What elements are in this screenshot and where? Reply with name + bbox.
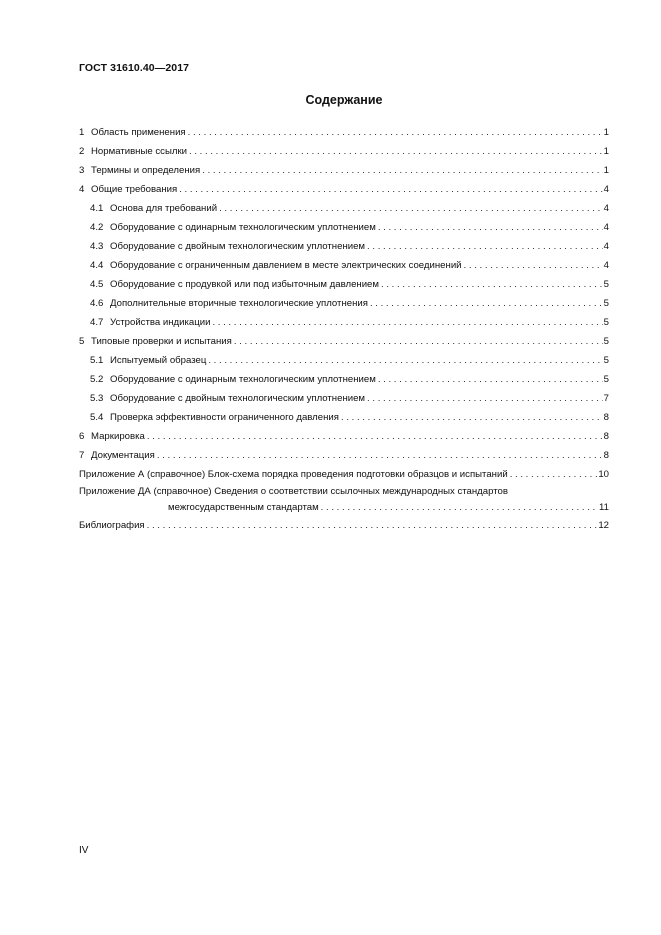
toc-entry-page: 4 bbox=[603, 184, 609, 195]
toc-entry-page: 7 bbox=[603, 393, 609, 404]
toc-entry-page: 5 bbox=[603, 355, 609, 366]
toc-entry-label bbox=[79, 142, 189, 161]
toc-leader-dots bbox=[188, 123, 603, 142]
toc-entry-number: 5.1 bbox=[90, 355, 104, 366]
toc-leader-dots bbox=[378, 370, 603, 389]
toc-entry-label bbox=[79, 446, 157, 465]
toc-entry-page: 4 bbox=[603, 203, 609, 214]
toc-leader-dots bbox=[370, 294, 603, 313]
toc-subentry[interactable] bbox=[79, 389, 609, 408]
toc-entry-label bbox=[79, 180, 179, 199]
toc-leader-dots bbox=[378, 218, 603, 237]
toc-subentry[interactable] bbox=[79, 275, 609, 294]
toc-subentry[interactable] bbox=[79, 313, 609, 332]
toc-entry-text: Типовые проверки и испытания bbox=[91, 336, 232, 347]
toc-subentry[interactable] bbox=[79, 294, 609, 313]
toc-entry-page: 5 bbox=[603, 317, 609, 328]
document-code: ГОСТ 31610.40—2017 bbox=[79, 62, 190, 74]
page-number: IV bbox=[79, 845, 89, 856]
toc-entry-text: Документация bbox=[91, 450, 155, 461]
toc-entry-text: Маркировка bbox=[91, 431, 145, 442]
toc-entry-text: Основа для требований bbox=[110, 203, 218, 214]
toc-leader-dots bbox=[208, 351, 602, 370]
toc-entry-label bbox=[90, 256, 464, 275]
toc-entry-page: 5 bbox=[603, 279, 609, 290]
toc-entry-page: 5 bbox=[603, 374, 609, 385]
toc-leader-dots bbox=[367, 237, 603, 256]
toc-entry-label bbox=[90, 294, 370, 313]
toc-entry-page: 11 bbox=[599, 502, 609, 513]
toc-entry[interactable] bbox=[79, 123, 609, 142]
toc-leader-dots bbox=[147, 516, 598, 535]
toc-entry-text: Оборудование с двойным технологическим уплотнением bbox=[110, 241, 366, 252]
toc-entry-text: Оборудование с двойным технологическим уплотнением bbox=[110, 393, 366, 404]
toc-subentry[interactable] bbox=[79, 256, 609, 275]
toc-entry-number: 5 bbox=[79, 336, 85, 347]
toc-subentry[interactable] bbox=[79, 370, 609, 389]
table-of-contents bbox=[79, 123, 609, 535]
toc-entry-number: 5.4 bbox=[90, 412, 104, 423]
toc-entry-page: 4 bbox=[603, 241, 609, 252]
toc-leader-dots bbox=[157, 446, 603, 465]
toc-entry-page: 5 bbox=[603, 336, 609, 347]
toc-appendix-a[interactable] bbox=[79, 465, 609, 484]
toc-entry-number: 5.2 bbox=[90, 374, 104, 385]
toc-leader-dots bbox=[219, 199, 603, 218]
toc-entry-page: 8 bbox=[603, 450, 609, 461]
toc-entry-number: 1 bbox=[79, 127, 85, 138]
toc-subentry[interactable] bbox=[79, 199, 609, 218]
toc-appendix-da-line2[interactable] bbox=[79, 500, 609, 516]
toc-entry[interactable] bbox=[79, 427, 609, 446]
toc-entry-page: 4 bbox=[603, 260, 609, 271]
toc-entry-number: 4.2 bbox=[90, 222, 104, 233]
toc-entry[interactable] bbox=[79, 161, 609, 180]
toc-entry-label bbox=[90, 313, 212, 332]
toc-leader-dots bbox=[464, 256, 603, 275]
toc-entry-number: 7 bbox=[79, 450, 85, 461]
toc-entry-label bbox=[90, 199, 219, 218]
toc-entry-text: Проверка эффективности ограниченного давления bbox=[110, 412, 339, 423]
toc-leader-dots bbox=[367, 389, 603, 408]
toc-entry-number: 4.6 bbox=[90, 298, 104, 309]
toc-entry-text: Нормативные ссылки bbox=[91, 146, 188, 157]
toc-leader-dots bbox=[381, 275, 603, 294]
toc-entry-page: 5 bbox=[603, 298, 609, 309]
toc-subentry[interactable] bbox=[79, 237, 609, 256]
toc-entry-text: Оборудование с продувкой или под избыточным давлением bbox=[110, 279, 379, 290]
toc-leader-dots bbox=[234, 332, 603, 351]
toc-entry-number: 4 bbox=[79, 184, 85, 195]
toc-entry-text: Приложение ДА (справочное) Сведения о соответствии ссылочных международных стандартов bbox=[79, 484, 510, 500]
toc-entry-number: 2 bbox=[79, 146, 85, 157]
toc-entry-number: 4.4 bbox=[90, 260, 104, 271]
toc-entry-text: Оборудование с ограниченным давлением в месте электрических соединений bbox=[110, 260, 462, 271]
toc-entry-text: Оборудование с одинарным технологическим уплотнением bbox=[110, 374, 376, 385]
toc-entry-number: 3 bbox=[79, 165, 85, 176]
toc-entry-page: 10 bbox=[598, 469, 609, 480]
toc-entry-text: Общие требования bbox=[91, 184, 178, 195]
toc-entry-number: 4.5 bbox=[90, 279, 104, 290]
toc-leader-dots bbox=[189, 142, 603, 161]
toc-leader-dots bbox=[147, 427, 603, 446]
toc-entry-text: Приложение А (справочное) Блок-схема порядка проведения подготовки образцов и испытаний bbox=[79, 465, 510, 484]
toc-entry-number: 5.3 bbox=[90, 393, 104, 404]
toc-title: Содержание bbox=[305, 93, 383, 107]
toc-entry-page: 1 bbox=[603, 127, 609, 138]
toc-entry-number: 4.1 bbox=[90, 203, 104, 214]
toc-subentry[interactable] bbox=[79, 408, 609, 427]
toc-entry-page: 8 bbox=[603, 431, 609, 442]
toc-appendix-da-line1[interactable] bbox=[79, 484, 609, 500]
toc-entry-label bbox=[79, 332, 234, 351]
toc-leader-dots bbox=[510, 465, 598, 484]
toc-entry[interactable] bbox=[79, 332, 609, 351]
toc-entry-text: Устройства индикации bbox=[110, 317, 211, 328]
toc-entry-label bbox=[90, 351, 208, 370]
toc-entry-label bbox=[90, 275, 381, 294]
toc-entry-page: 8 bbox=[603, 412, 609, 423]
toc-entry-label bbox=[79, 161, 202, 180]
toc-entry-text: Оборудование с одинарным технологическим уплотнением bbox=[110, 222, 376, 233]
toc-entry[interactable] bbox=[79, 142, 609, 161]
toc-subentry[interactable] bbox=[79, 351, 609, 370]
toc-entry-label bbox=[79, 123, 188, 142]
toc-leader-dots bbox=[202, 161, 602, 180]
toc-subentry[interactable] bbox=[79, 218, 609, 237]
toc-entry-label bbox=[79, 427, 147, 446]
toc-entry-text: Библиография bbox=[79, 516, 147, 535]
toc-entry-page: 1 bbox=[603, 146, 609, 157]
toc-entry-text: Испытуемый образец bbox=[110, 355, 207, 366]
toc-entry-text: Термины и определения bbox=[91, 165, 201, 176]
toc-entry-number: 4.7 bbox=[90, 317, 104, 328]
toc-entry-number: 6 bbox=[79, 431, 85, 442]
toc-entry-page: 4 bbox=[603, 222, 609, 233]
toc-entry[interactable] bbox=[79, 446, 609, 465]
toc-entry-label bbox=[90, 389, 367, 408]
toc-entry-number: 4.3 bbox=[90, 241, 104, 252]
toc-leader-dots bbox=[321, 500, 598, 516]
toc-entry-text: Область применения bbox=[91, 127, 186, 138]
toc-leader-dots bbox=[341, 408, 603, 427]
toc-entry-label bbox=[90, 237, 367, 256]
toc-entry-label bbox=[90, 218, 378, 237]
toc-entry-page: 12 bbox=[598, 520, 609, 531]
toc-bibliography[interactable] bbox=[79, 516, 609, 535]
toc-entry[interactable] bbox=[79, 180, 609, 199]
toc-entry-text: межгосударственным стандартам bbox=[168, 500, 321, 516]
toc-entry-label bbox=[90, 408, 341, 427]
toc-leader-dots bbox=[212, 313, 602, 332]
toc-entry-label bbox=[90, 370, 378, 389]
toc-entry-page: 1 bbox=[603, 165, 609, 176]
toc-entry-text: Дополнительные вторичные технологические уплотнения bbox=[110, 298, 368, 309]
toc-leader-dots bbox=[179, 180, 602, 199]
